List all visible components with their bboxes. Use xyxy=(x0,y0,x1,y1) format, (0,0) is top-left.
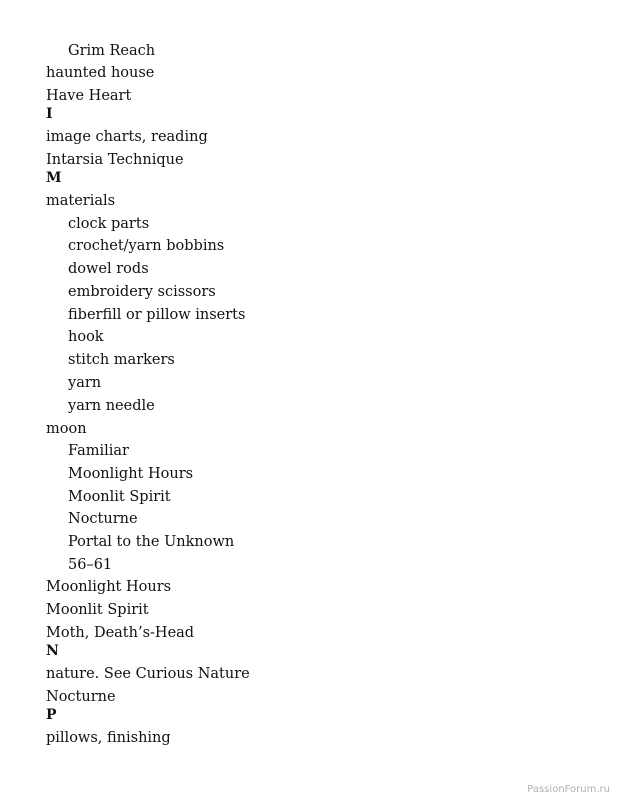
index-entry: Moonlight Hours xyxy=(46,579,172,595)
index-letter-heading: M xyxy=(46,170,62,186)
index-letter-heading: P xyxy=(46,707,57,723)
index-subentry: Moonlit Spirit xyxy=(68,489,171,505)
index-subentry: yarn xyxy=(68,375,102,391)
index-entry: Have Heart xyxy=(46,88,132,104)
index-entry: Moth, Death’s-Head xyxy=(46,625,195,641)
index-entry: Nocturne xyxy=(46,689,116,705)
index-subentry: embroidery scissors xyxy=(68,284,216,300)
index-subentry: Portal to the Unknown xyxy=(68,534,235,550)
index-entry: materials xyxy=(46,193,116,209)
index-subentry: Moonlight Hours xyxy=(68,466,194,482)
index-subentry: clock parts xyxy=(68,216,150,232)
index-entry: nature. See Curious Nature xyxy=(46,666,250,682)
index-subentry: 56–61 xyxy=(68,557,113,573)
index-letter-heading: I xyxy=(46,106,53,122)
index-subentry: Grim Reach xyxy=(68,43,156,59)
index-entry: moon xyxy=(46,421,87,437)
index-subentry: Nocturne xyxy=(68,511,138,527)
index-subentry: hook xyxy=(68,329,104,345)
index-entry: pillows, finishing xyxy=(46,730,171,746)
index-entry: Intarsia Technique xyxy=(46,152,184,168)
index-subentry: yarn needle xyxy=(68,398,155,414)
index-subentry: stitch markers xyxy=(68,352,175,368)
index-entry: haunted house xyxy=(46,65,155,81)
index-subentry: crochet/yarn bobbins xyxy=(68,238,225,254)
index-subentry: fiberfill or pillow inserts xyxy=(68,307,246,323)
index-letter-heading: N xyxy=(46,643,59,659)
index-entry: image charts, reading xyxy=(46,129,208,145)
index-subentry: Familiar xyxy=(68,443,129,459)
watermark: PassionForum.ru xyxy=(527,784,610,795)
index-entry: Moonlit Spirit xyxy=(46,602,149,618)
index-subentry: dowel rods xyxy=(68,261,149,277)
